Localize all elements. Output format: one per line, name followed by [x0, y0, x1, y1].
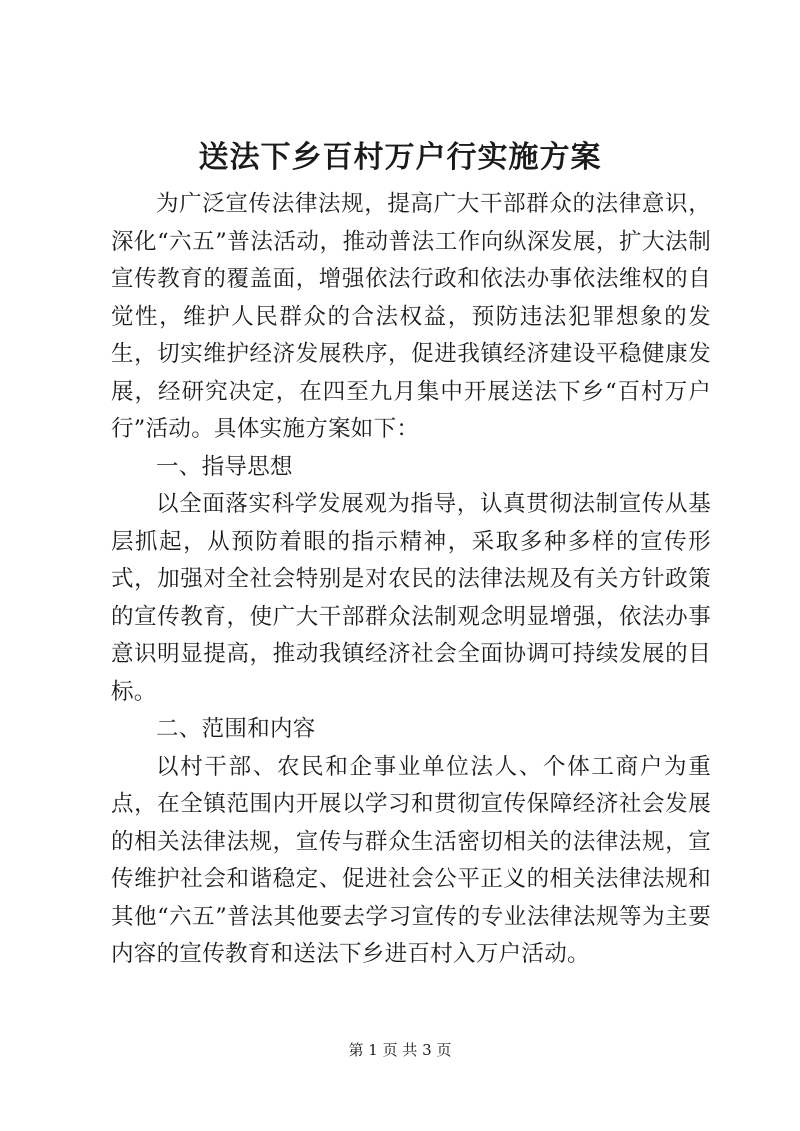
page-footer: 第 1 页 共 3 页	[348, 1041, 452, 1059]
section-heading-guiding-ideology: 一、指导思想	[156, 453, 293, 480]
section-paragraph-guiding-ideology: 以全面落实科学发展观为指导，认真贯彻法制宣传从基层抓起，从预防着眼的指示精神，采取多种多样的宣传形式，加强对全社会特别是对农民的法律法规及有关方针政策的宣传教育，使广大干部群众法制观念明显增强，依法办事意识明显提高，推动我镇经济社会全面协调可持续发展的目标。	[111, 491, 711, 705]
document-title: 送法下乡百村万户行实施方案	[198, 140, 602, 175]
intro-paragraph: 为广泛宣传法律法规，提高广大干部群众的法律意识，深化“六五”普法活动，推动普法工作向纵深发展，扩大法制宣传教育的覆盖面，增强依法行政和依法办事依法维权的自觉性，维护人民群众的合法权益，预防违法犯罪想象的发生，切实维护经济发展秩序，促进我镇经济建设平稳健康发展，经研究决定，在四至九月集中开展送法下乡“百村万户行”活动。具体实施方案如下：	[111, 191, 711, 442]
section-heading-scope-content: 二、范围和内容	[156, 716, 316, 742]
document-body	[111, 186, 711, 974]
section-paragraph-scope-content: 以村干部、农民和企事业单位法人、个体工商户为重点，在全镇范围内开展以学习和贯彻宣传保障经济社会发展的相关法律法规，宣传与群众生活密切相关的法律法规，宣传维护社会和谐稳定、促进社会公平正义的相关法律法规和其他“六五”普法其他要去学习宣传的专业法律法规等为主要内容的宣传教育和送法下乡进百村入万户活动。	[111, 753, 711, 967]
